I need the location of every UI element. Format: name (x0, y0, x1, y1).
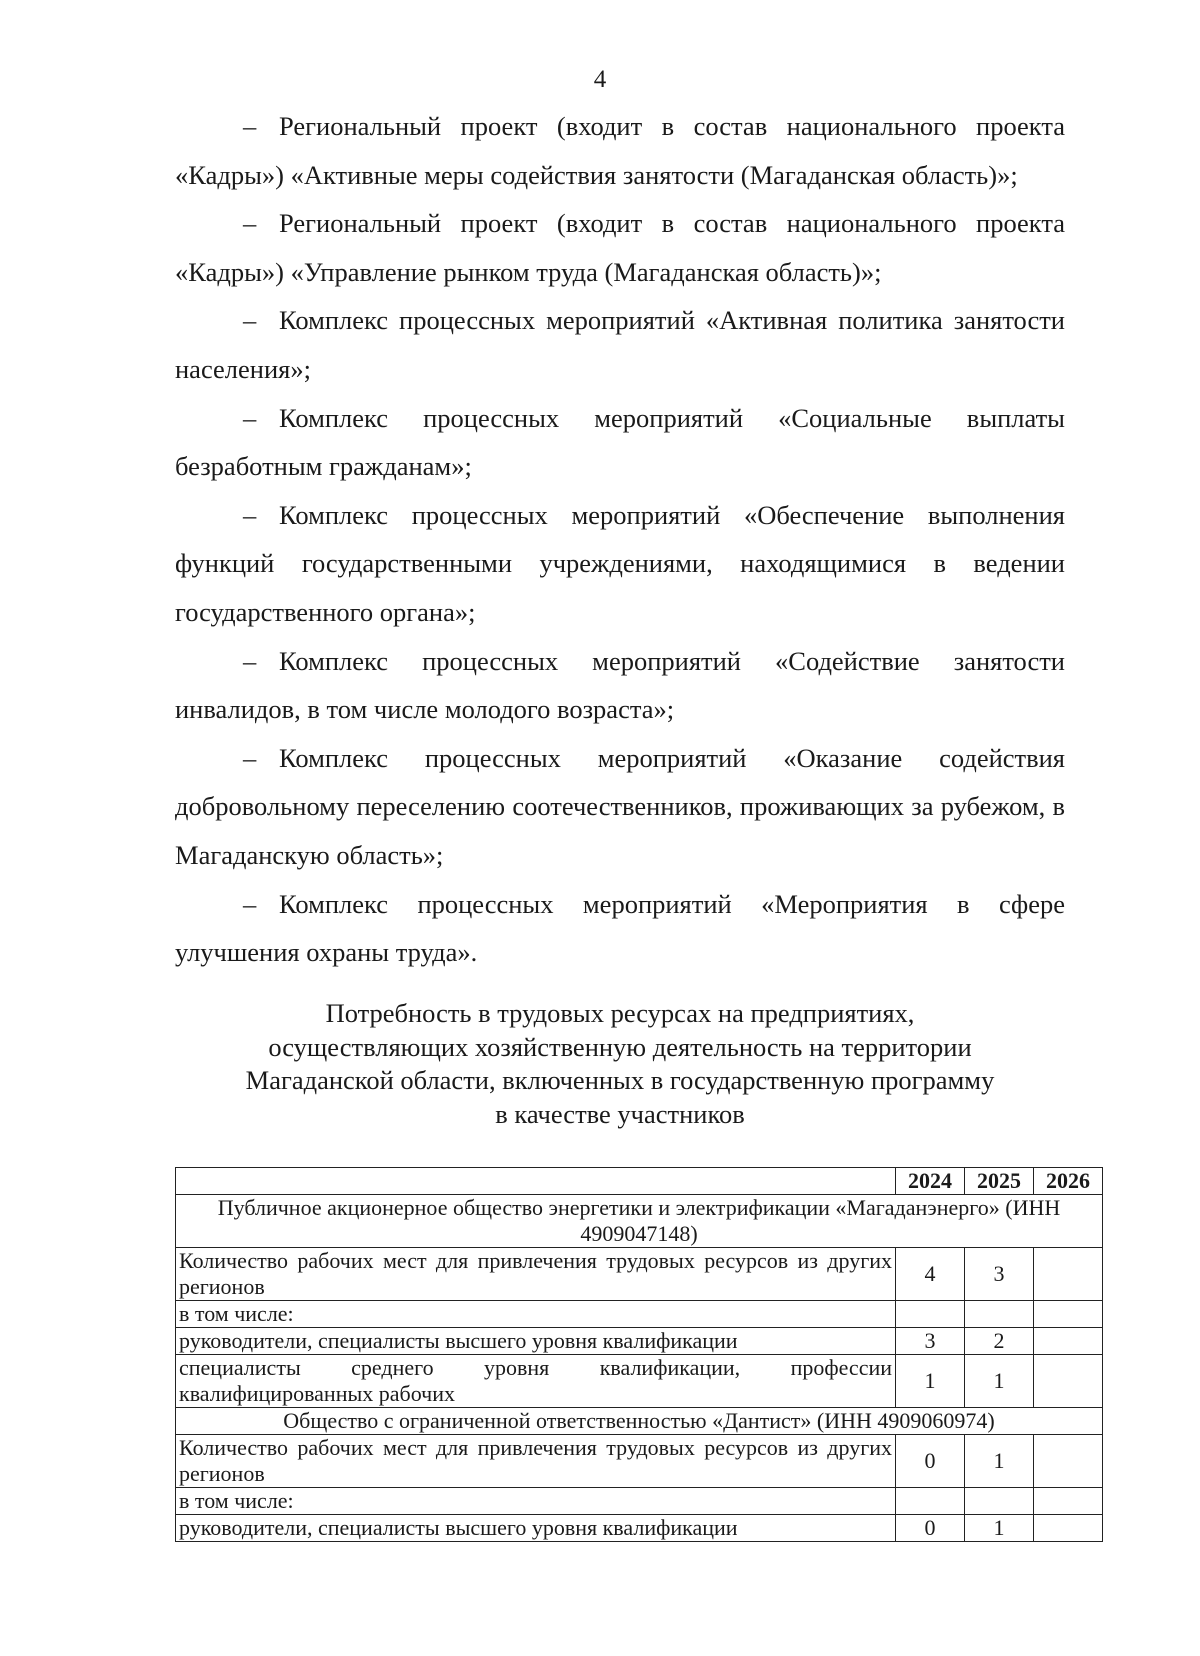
value-2024 (896, 1301, 965, 1328)
value-2024: 4 (896, 1248, 965, 1301)
organization-name: Общество с ограниченной ответственностью «Дантист» (ИНН 4909060974) (176, 1408, 1103, 1435)
organization-row (176, 1195, 1103, 1248)
table-row (176, 1355, 1103, 1408)
year-header: 2026 (1034, 1168, 1103, 1195)
value-2025: 1 (965, 1515, 1034, 1542)
list-dash: – (243, 888, 257, 919)
list-item (175, 394, 1065, 491)
row-label: в том числе: (176, 1488, 896, 1515)
year-header: 2025 (965, 1168, 1034, 1195)
row-label: Количество рабочих мест для привлечения трудовых ресурсов из других регионов (176, 1435, 896, 1488)
table-row (176, 1515, 1103, 1542)
row-label: Количество рабочих мест для привлечения трудовых ресурсов из других регионов (176, 1248, 896, 1301)
list-item-text: Комплекс процессных мероприятий «Социальные выплаты безработным гражданам»; (175, 402, 1065, 482)
list-dash: – (243, 402, 257, 433)
section-title-line: Магаданской области, включенных в государственную программу (245, 1065, 995, 1095)
list-item (175, 734, 1065, 880)
value-2025 (965, 1488, 1034, 1515)
value-2024: 3 (896, 1328, 965, 1355)
header-empty-cell (176, 1168, 896, 1195)
value-2024: 1 (896, 1355, 965, 1408)
organization-name: Публичное акционерное общество энергетики и электрификации «Магаданэнерго» (ИНН 4909047148) (176, 1195, 1103, 1248)
page-number: 4 (593, 66, 607, 93)
workforce-needs-table (175, 1167, 1103, 1542)
section-title-line: осуществляющих хозяйственную деятельность на территории (268, 1031, 972, 1062)
list-dash: – (243, 742, 257, 773)
row-label: руководители, специалисты высшего уровня квалификации (176, 1515, 896, 1542)
value-2026 (1034, 1515, 1103, 1542)
list-item-text: Комплекс процессных мероприятий «Мероприятия в сфере улучшения охраны труда». (175, 888, 1065, 968)
value-2026 (1034, 1301, 1103, 1328)
value-2024: 0 (896, 1515, 965, 1542)
value-2026 (1034, 1488, 1103, 1515)
list-item (175, 296, 1065, 393)
list-item-text: Комплекс процессных мероприятий «Активная политика занятости населения»; (175, 305, 1065, 384)
list-item-text: Региональный проект (входит в состав национального проекта «Кадры») «Управление рынком труда (Магаданская область)»; (175, 208, 1065, 287)
list-item-text: Комплекс процессных мероприятий «Содействие занятости инвалидов, в том числе молодого возраста»; (175, 645, 1065, 725)
value-2025: 1 (965, 1435, 1034, 1488)
section-title-line: в качестве участников (495, 1098, 745, 1129)
section-title (160, 997, 1080, 1131)
list-dash: – (243, 499, 257, 530)
list-dash: – (243, 208, 257, 239)
list-item (175, 491, 1065, 637)
table-row (176, 1301, 1103, 1328)
value-2025: 3 (965, 1248, 1034, 1301)
value-2026 (1034, 1328, 1103, 1355)
value-2024: 0 (896, 1435, 965, 1488)
year-header: 2024 (896, 1168, 965, 1195)
table-header-row (176, 1168, 1103, 1195)
row-label: в том числе: (176, 1301, 896, 1328)
list-item-text: Комплекс процессных мероприятий «Обеспечение выполнения функций государственными учреждениями, находящимися в ведении государственного органа»; (175, 499, 1065, 627)
value-2026 (1034, 1435, 1103, 1488)
value-2025 (965, 1301, 1034, 1328)
list-dash: – (243, 305, 257, 336)
row-label: руководители, специалисты высшего уровня квалификации (176, 1328, 896, 1355)
list-item (175, 199, 1065, 296)
value-2025: 2 (965, 1328, 1034, 1355)
program-list (175, 102, 1065, 977)
list-item (175, 880, 1065, 977)
table-row (176, 1328, 1103, 1355)
list-item-text: Комплекс процессных мероприятий «Оказание содействия добровольному переселению соотечественников, проживающих за рубежом, в Магаданскую область»; (175, 742, 1065, 870)
table-row (176, 1248, 1103, 1301)
table-row (176, 1488, 1103, 1515)
list-dash: – (243, 111, 257, 141)
section-title-line: Потребность в трудовых ресурсах на предприятиях, (325, 998, 915, 1028)
value-2025: 1 (965, 1355, 1034, 1408)
list-item (175, 637, 1065, 734)
table-row (176, 1435, 1103, 1488)
organization-row (176, 1408, 1103, 1435)
list-item-text: Региональный проект (входит в состав национального проекта «Кадры») «Активные меры содействия занятости (Магаданская область)»; (175, 111, 1065, 190)
value-2026 (1034, 1248, 1103, 1301)
list-item (175, 102, 1065, 199)
value-2026 (1034, 1355, 1103, 1408)
list-dash: – (243, 645, 257, 676)
row-label: специалисты среднего уровня квалификации, профессии квалифицированных рабочих (176, 1355, 896, 1408)
value-2024 (896, 1488, 965, 1515)
